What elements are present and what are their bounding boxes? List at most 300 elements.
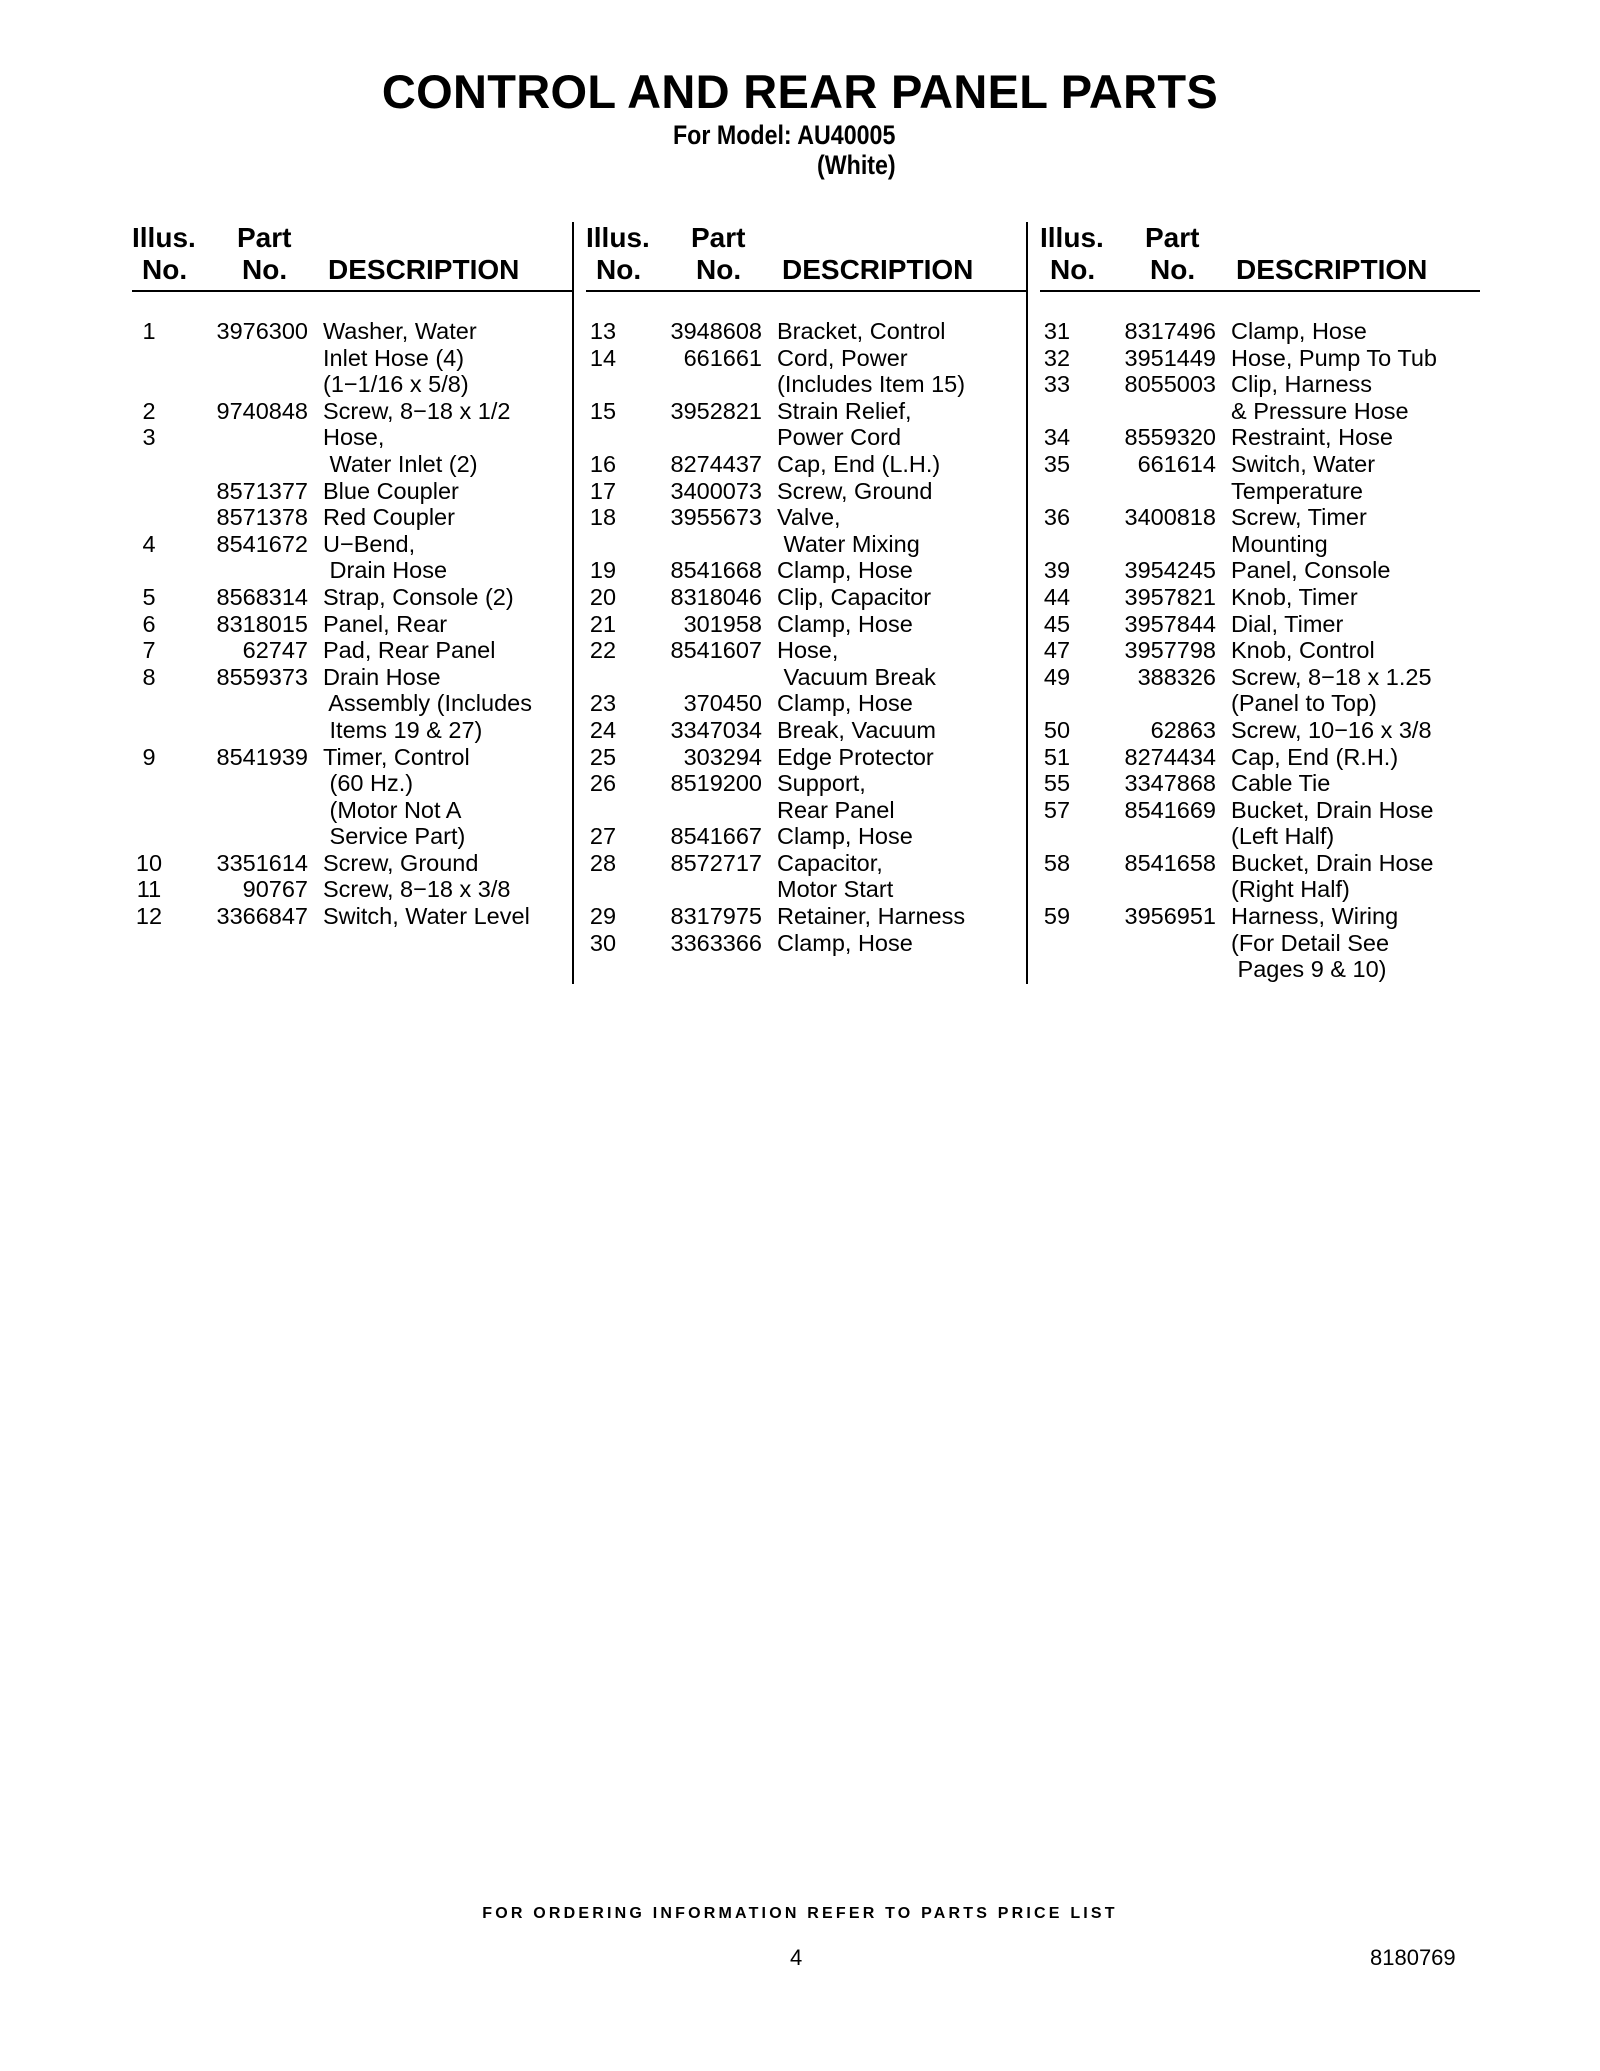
illus-number: [132, 504, 166, 531]
part-number: 3351614: [216, 849, 308, 876]
part-number: [620, 371, 762, 398]
illus-number: [586, 371, 620, 398]
description-header: DESCRIPTION: [1236, 254, 1428, 285]
parts-row: [1040, 664, 1480, 691]
part-description: Screw, Ground: [777, 477, 933, 504]
part-number: 8519200: [670, 770, 762, 797]
part-number: 8541668: [670, 557, 762, 584]
part-header-bottom: No.: [242, 254, 288, 285]
part-header-top: Part: [691, 222, 746, 253]
illus-number: 55: [1043, 770, 1071, 797]
part-description: Screw, 8−18 x 1/2: [323, 397, 511, 424]
parts-row: [132, 664, 572, 691]
part-number: [166, 797, 308, 824]
parts-row: [132, 371, 572, 398]
part-number: 3976300: [216, 318, 308, 344]
parts-row: [1040, 345, 1480, 372]
parts-row: [586, 744, 1026, 771]
part-number: 8571378: [216, 504, 308, 531]
part-header-top: Part: [237, 222, 292, 253]
illus-number: [1040, 930, 1074, 957]
part-description: Motor Start: [777, 876, 894, 903]
part-header-bottom: No.: [1150, 254, 1196, 285]
part-description: Clip, Capacitor: [777, 583, 932, 610]
part-description: Assembly (Includes: [323, 690, 532, 717]
illus-header-top: Illus.: [586, 222, 650, 253]
part-number: [166, 557, 308, 584]
illus-number: 17: [589, 477, 617, 504]
illus-number: 6: [142, 610, 156, 637]
part-description: (Includes Item 15): [777, 371, 966, 398]
illus-number: 28: [589, 849, 617, 876]
part-number: [620, 531, 762, 558]
illus-number: 19: [589, 557, 617, 584]
part-description: Hose,: [323, 424, 385, 451]
part-description: Service Part): [323, 823, 466, 850]
parts-row: [586, 504, 1026, 531]
part-number: 3363366: [670, 929, 762, 956]
parts-row: [586, 451, 1026, 478]
illus-number: [132, 770, 166, 797]
part-description: Restraint, Hose: [1231, 424, 1393, 451]
part-number: 3366847: [216, 903, 308, 930]
parts-row: [132, 876, 572, 903]
parts-row: [1040, 797, 1480, 824]
part-description: Bracket, Control: [777, 318, 946, 344]
part-description: Clamp, Hose: [777, 823, 913, 850]
illus-number: [1040, 690, 1074, 717]
illus-number: 21: [589, 610, 617, 637]
illus-number: 3: [142, 424, 156, 451]
illus-number: [132, 345, 166, 372]
parts-row: [1040, 451, 1480, 478]
part-description: Hose, Pump To Tub: [1231, 344, 1437, 371]
part-description: (Left Half): [1231, 823, 1335, 850]
parts-row: [1040, 823, 1480, 850]
illus-number: 11: [136, 876, 162, 903]
parts-row: [132, 770, 572, 797]
part-number: 370450: [683, 690, 762, 717]
illus-number: 32: [1043, 344, 1071, 371]
parts-row: [132, 504, 572, 531]
illus-number: [1040, 398, 1074, 425]
parts-row: [586, 318, 1026, 345]
part-description: Vacuum Break: [777, 663, 936, 690]
part-number: 8559373: [216, 663, 308, 690]
part-number: 90767: [242, 876, 308, 903]
page-title: CONTROL AND REAR PANEL PARTS: [381, 65, 1219, 118]
part-number: 3957821: [1124, 583, 1216, 610]
part-number: [166, 690, 308, 717]
part-description: Capacitor,: [777, 849, 883, 876]
parts-list: [586, 318, 1026, 956]
parts-row: [586, 876, 1026, 903]
part-number: 8274434: [1124, 743, 1216, 770]
parts-row: [586, 371, 1026, 398]
part-number: [166, 371, 308, 398]
part-number: 3954245: [1124, 557, 1216, 584]
parts-row: [1040, 876, 1480, 903]
column-header: [132, 222, 572, 292]
description-header: DESCRIPTION: [328, 254, 520, 285]
illus-number: 5: [142, 583, 156, 610]
part-description: Knob, Control: [1231, 637, 1375, 664]
part-number: 661614: [1137, 450, 1216, 477]
illus-number: 59: [1043, 903, 1071, 930]
part-number: 8541939: [216, 743, 308, 770]
part-description: Rear Panel: [777, 796, 895, 823]
parts-row: [132, 398, 572, 425]
part-number: 3952821: [670, 397, 762, 424]
illus-number: 49: [1043, 663, 1071, 690]
parts-row: [586, 797, 1026, 824]
part-number: 8274437: [670, 450, 762, 477]
illus-number: [132, 557, 166, 584]
part-number: 3347034: [670, 716, 762, 743]
parts-row: [132, 345, 572, 372]
parts-row: [132, 797, 572, 824]
part-number: [166, 345, 308, 372]
parts-row: [132, 424, 572, 451]
parts-row: [1040, 850, 1480, 877]
parts-row: [132, 823, 572, 850]
parts-row: [586, 850, 1026, 877]
part-number: 8568314: [216, 583, 308, 610]
parts-row: [1040, 584, 1480, 611]
illus-number: 23: [589, 690, 617, 717]
part-description: Clamp, Hose: [777, 690, 913, 717]
part-number: 8317496: [1124, 318, 1216, 344]
part-description: Strap, Console (2): [323, 583, 514, 610]
illus-header-bottom: No.: [1050, 254, 1096, 285]
illus-number: 35: [1043, 450, 1071, 477]
part-number: 8318046: [670, 583, 762, 610]
part-description: (For Detail See: [1231, 929, 1390, 956]
page-number: 4: [790, 1945, 803, 1970]
parts-row: [586, 345, 1026, 372]
parts-row: [132, 690, 572, 717]
parts-column-2: [586, 222, 1026, 956]
parts-row: [1040, 744, 1480, 771]
illus-number: 33: [1043, 371, 1071, 398]
illus-number: [586, 797, 620, 824]
illus-number: 22: [589, 637, 617, 664]
illus-number: 2: [142, 397, 156, 424]
part-number: 8572717: [670, 849, 762, 876]
illus-number: 36: [1043, 504, 1071, 531]
parts-row: [586, 903, 1026, 930]
part-description: Clip, Harness: [1231, 371, 1373, 398]
part-number: 301958: [683, 610, 762, 637]
part-description: Items 19 & 27): [323, 716, 483, 743]
illus-number: [132, 371, 166, 398]
parts-row: [132, 478, 572, 505]
part-number: [166, 770, 308, 797]
illus-number: 47: [1043, 637, 1071, 664]
part-number: 661661: [683, 344, 762, 371]
part-description: Bucket, Drain Hose: [1231, 849, 1434, 876]
illus-header-top: Illus.: [132, 222, 196, 253]
part-description: Break, Vacuum: [777, 716, 936, 743]
parts-row: [1040, 371, 1480, 398]
parts-row: [586, 424, 1026, 451]
part-number: 3400818: [1124, 504, 1216, 531]
part-number: [166, 424, 308, 451]
parts-row: [1040, 424, 1480, 451]
illus-number: 57: [1043, 796, 1071, 823]
part-description: Washer, Water: [323, 318, 477, 344]
part-description: Water Mixing: [777, 530, 920, 557]
illus-number: 12: [135, 903, 163, 930]
parts-row: [1040, 611, 1480, 638]
part-number: [1074, 398, 1216, 425]
part-description: Cap, End (R.H.): [1231, 743, 1399, 770]
illus-number: 8: [142, 663, 156, 690]
part-description: Panel, Console: [1231, 557, 1391, 584]
illus-number: [132, 451, 166, 478]
part-number: [166, 823, 308, 850]
part-number: [620, 424, 762, 451]
illus-number: [132, 717, 166, 744]
part-number: 8541658: [1124, 849, 1216, 876]
part-number: 3955673: [670, 504, 762, 531]
part-description: (60 Hz.): [323, 770, 414, 797]
illus-number: [586, 531, 620, 558]
illus-number: 10: [135, 849, 163, 876]
part-description: Hose,: [777, 637, 839, 664]
part-number: [166, 451, 308, 478]
part-number: 3957844: [1124, 610, 1216, 637]
parts-row: [1040, 637, 1480, 664]
parts-row: [132, 637, 572, 664]
parts-list: [132, 318, 572, 930]
illus-number: 16: [589, 450, 617, 477]
part-number: [1074, 690, 1216, 717]
part-description: Drain Hose: [323, 557, 448, 584]
part-number: 9740848: [216, 397, 308, 424]
illus-number: [586, 424, 620, 451]
illus-number: 50: [1043, 716, 1071, 743]
part-description: (Panel to Top): [1231, 690, 1377, 717]
part-description: Clamp, Hose: [777, 557, 913, 584]
parts-row: [586, 823, 1026, 850]
part-description: & Pressure Hose: [1231, 397, 1409, 424]
illus-number: 20: [589, 583, 617, 610]
illus-number: 27: [589, 823, 617, 850]
illus-number: 45: [1043, 610, 1071, 637]
color-line: (White): [817, 150, 896, 180]
part-description: Mounting: [1231, 530, 1328, 557]
part-number: 62747: [242, 637, 308, 664]
ordering-note: FOR ORDERING INFORMATION REFER TO PARTS PRICE LIST: [482, 1905, 1118, 1922]
part-number: 3347868: [1124, 770, 1216, 797]
parts-row: [1040, 930, 1480, 957]
illus-number: 4: [142, 530, 156, 557]
illus-number: 30: [589, 929, 617, 956]
part-number: [166, 717, 308, 744]
illus-header-bottom: No.: [142, 254, 188, 285]
illus-header-top: Illus.: [1040, 222, 1104, 253]
parts-row: [132, 611, 572, 638]
illus-number: [1040, 478, 1074, 505]
parts-row: [1040, 717, 1480, 744]
part-description: Cable Tie: [1231, 770, 1331, 797]
parts-row: [586, 611, 1026, 638]
illus-number: [132, 690, 166, 717]
part-description: Edge Protector: [777, 743, 934, 770]
parts-row: [132, 717, 572, 744]
illus-number: 34: [1043, 424, 1071, 451]
parts-row: [1040, 504, 1480, 531]
illus-number: [586, 876, 620, 903]
part-description: Support,: [777, 770, 866, 797]
illus-number: 14: [589, 344, 617, 371]
illus-number: [1040, 876, 1074, 903]
parts-row: [132, 744, 572, 771]
part-number: [1074, 876, 1216, 903]
parts-row: [1040, 531, 1480, 558]
illus-number: [132, 478, 166, 505]
part-number: [620, 664, 762, 691]
part-number: [1074, 823, 1216, 850]
column-header: [586, 222, 1026, 292]
part-description: Pages 9 & 10): [1231, 956, 1387, 983]
part-description: Clamp, Hose: [1231, 318, 1367, 344]
parts-row: [586, 717, 1026, 744]
parts-row: [132, 903, 572, 930]
parts-row: [586, 478, 1026, 505]
part-description: (Motor Not A: [323, 796, 462, 823]
part-number: [1074, 930, 1216, 957]
part-number: 8559320: [1124, 424, 1216, 451]
part-description: Cord, Power: [777, 344, 908, 371]
illus-number: 24: [589, 716, 617, 743]
illus-number: 29: [589, 903, 617, 930]
illus-number: 31: [1043, 318, 1071, 344]
model-line: For Model: AU40005: [673, 120, 896, 150]
part-description: Switch, Water: [1231, 450, 1376, 477]
part-number: 8055003: [1124, 371, 1216, 398]
column-divider: [1026, 222, 1028, 984]
illus-number: [132, 823, 166, 850]
part-number: 3400073: [670, 477, 762, 504]
part-description: Screw, Ground: [323, 849, 479, 876]
part-number: [620, 797, 762, 824]
part-description: Dial, Timer: [1231, 610, 1344, 637]
parts-row: [1040, 770, 1480, 797]
parts-row: [1040, 318, 1480, 345]
part-description: Cap, End (L.H.): [777, 450, 941, 477]
parts-row: [132, 318, 572, 345]
parts-row: [1040, 478, 1480, 505]
part-number: 8541607: [670, 637, 762, 664]
part-number: 8318015: [216, 610, 308, 637]
parts-row: [132, 531, 572, 558]
part-number: 8571377: [216, 477, 308, 504]
description-header: DESCRIPTION: [782, 254, 974, 285]
illus-number: [1040, 823, 1074, 850]
part-description: Clamp, Hose: [777, 610, 913, 637]
part-number: 303294: [683, 743, 762, 770]
part-description: Screw, 10−16 x 3/8: [1231, 716, 1432, 743]
part-description: Inlet Hose (4): [323, 344, 465, 371]
parts-row: [586, 664, 1026, 691]
parts-row: [1040, 690, 1480, 717]
parts-row: [132, 850, 572, 877]
part-number: [1074, 531, 1216, 558]
parts-row: [586, 690, 1026, 717]
part-description: Harness, Wiring: [1231, 903, 1399, 930]
part-number: 8317975: [670, 903, 762, 930]
part-number: 8541667: [670, 823, 762, 850]
part-description: Drain Hose: [323, 663, 441, 690]
illus-number: 1: [142, 318, 156, 344]
parts-list: [1040, 318, 1480, 983]
parts-row: [1040, 398, 1480, 425]
part-description: Water Inlet (2): [323, 450, 478, 477]
illus-number: 25: [589, 743, 617, 770]
illus-number: [132, 797, 166, 824]
illus-header-bottom: No.: [596, 254, 642, 285]
part-number: 62863: [1150, 716, 1216, 743]
illus-number: 18: [589, 504, 617, 531]
parts-row: [586, 398, 1026, 425]
part-description: Screw, 8−18 x 1.25: [1231, 663, 1432, 690]
part-description: Screw, 8−18 x 3/8: [323, 876, 511, 903]
parts-row: [586, 930, 1026, 957]
part-number: 3956951: [1124, 903, 1216, 930]
part-description: Red Coupler: [323, 504, 455, 531]
part-description: Pad, Rear Panel: [323, 637, 496, 664]
part-description: U−Bend,: [323, 530, 416, 557]
part-number: 3957798: [1124, 637, 1216, 664]
document-number: 8180769: [1370, 1945, 1456, 1970]
part-description: Clamp, Hose: [777, 929, 913, 956]
illus-number: [586, 664, 620, 691]
part-description: Panel, Rear: [323, 610, 448, 637]
illus-number: 58: [1043, 849, 1071, 876]
parts-row: [586, 531, 1026, 558]
part-description: Timer, Control: [323, 743, 470, 770]
part-number: 3951449: [1124, 344, 1216, 371]
illus-number: 9: [142, 743, 156, 770]
parts-row: [586, 770, 1026, 797]
parts-row: [132, 557, 572, 584]
part-number: 8541672: [216, 530, 308, 557]
part-number: [1074, 478, 1216, 505]
parts-row: [132, 451, 572, 478]
part-description: (Right Half): [1231, 876, 1350, 903]
part-description: Knob, Timer: [1231, 583, 1358, 610]
part-number: 8541669: [1124, 796, 1216, 823]
part-description: Valve,: [777, 504, 841, 531]
column-header: [1040, 222, 1480, 292]
column-divider: [572, 222, 574, 984]
illus-number: 39: [1043, 557, 1071, 584]
illus-number: 44: [1043, 583, 1071, 610]
part-description: Bucket, Drain Hose: [1231, 796, 1434, 823]
part-description: Power Cord: [777, 424, 902, 451]
part-description: Strain Relief,: [777, 397, 912, 424]
part-description: Retainer, Harness: [777, 903, 966, 930]
part-description: Temperature: [1231, 477, 1363, 504]
parts-row: [586, 584, 1026, 611]
part-header-top: Part: [1145, 222, 1200, 253]
illus-number: [1040, 531, 1074, 558]
parts-row: [1040, 557, 1480, 584]
parts-row: [132, 584, 572, 611]
illus-number: 26: [589, 770, 617, 797]
